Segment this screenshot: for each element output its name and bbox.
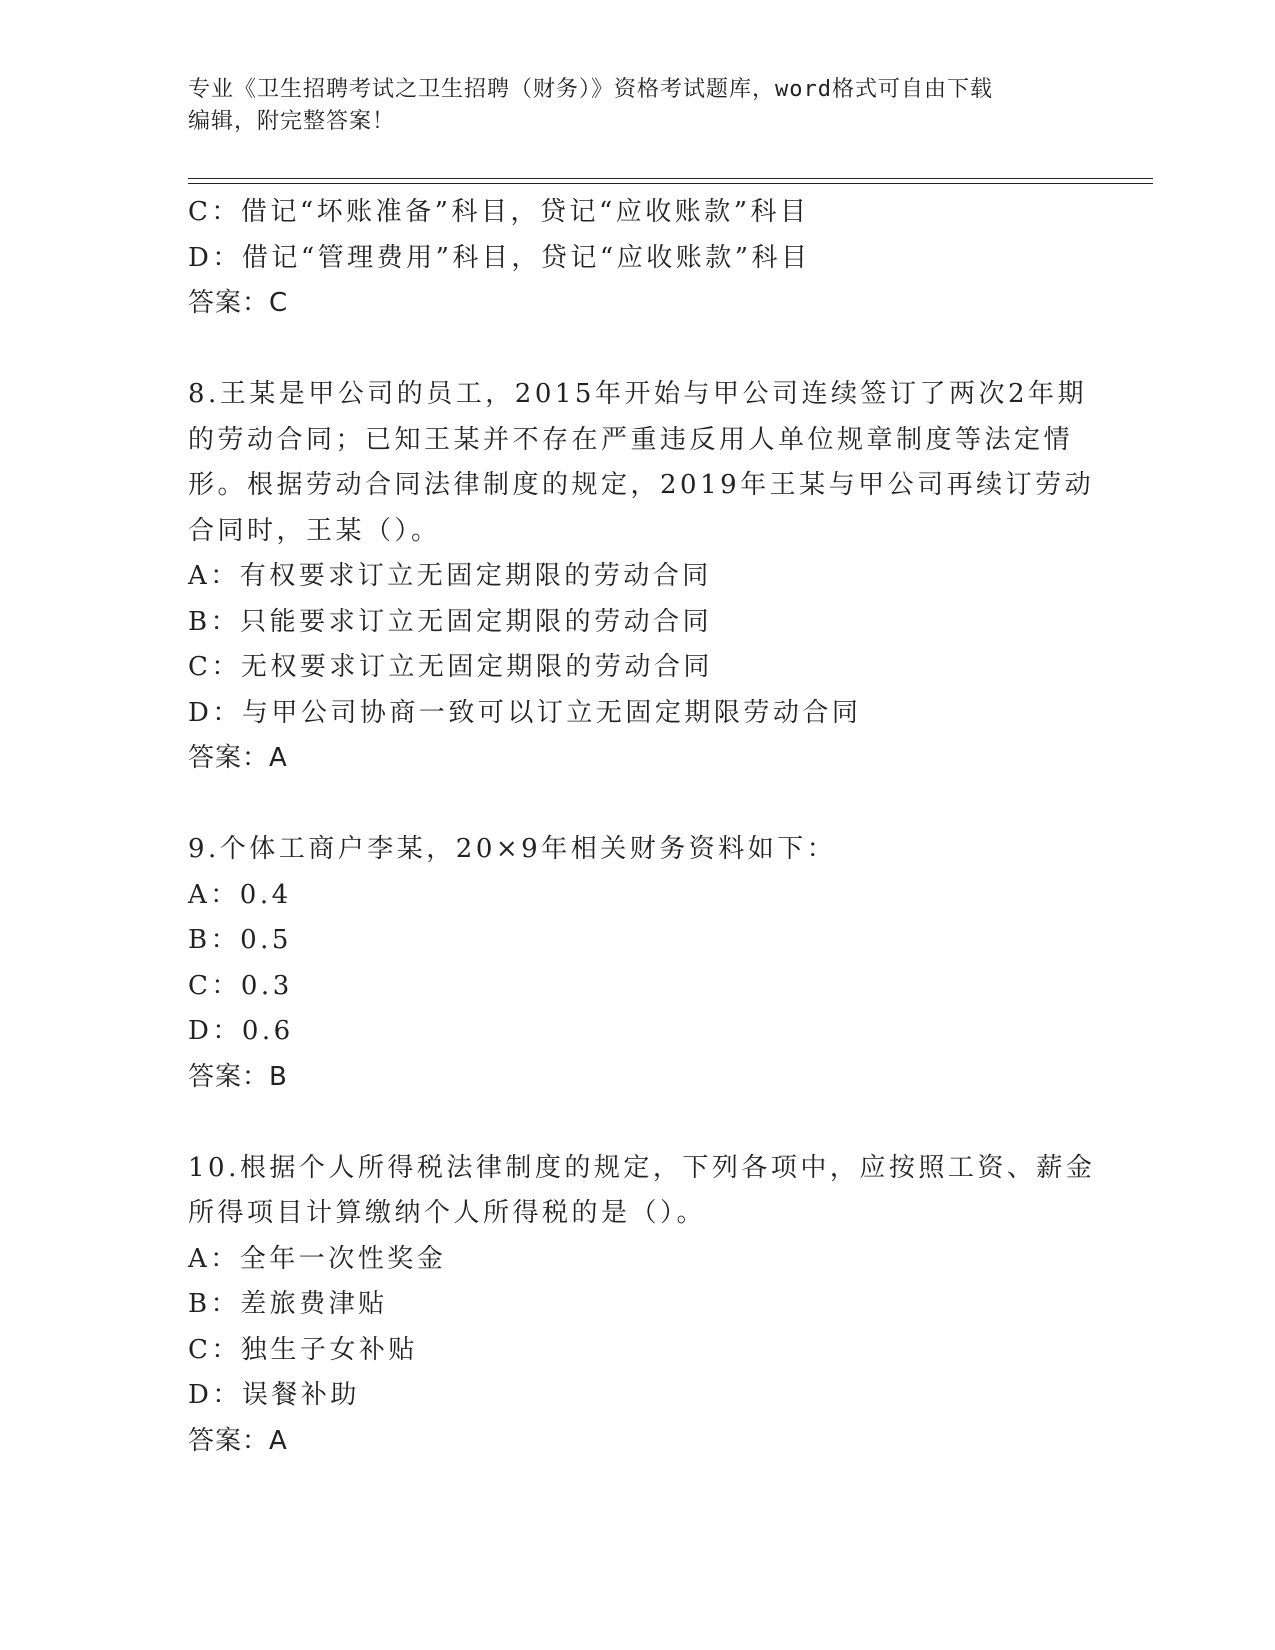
- header-divider-bottom: [188, 183, 1153, 184]
- spacer: [188, 782, 1108, 828]
- option-d: D：与甲公司协商一致可以订立无固定期限劳动合同: [188, 697, 862, 728]
- answer-label: 答案：C: [188, 288, 289, 318]
- answer-label: 答案：A: [188, 743, 288, 773]
- document-header: [188, 74, 1068, 138]
- header-divider-top: [188, 178, 1153, 179]
- option-b: B：差旅费津贴: [188, 1289, 388, 1319]
- question-10: [188, 1146, 1108, 1465]
- option-c: C：无权要求订立无固定期限的劳动合同: [188, 652, 713, 682]
- question-text-line: 合同时，王某（）。: [188, 515, 441, 546]
- question-9: [188, 827, 1108, 1100]
- option-d: D：0.6: [188, 1016, 294, 1046]
- option-b: B：0.5: [188, 925, 292, 955]
- option-c: C：0.3: [188, 970, 293, 1001]
- answer-label: 答案：A: [188, 1425, 288, 1456]
- option-a: A：全年一次性奖金: [188, 1243, 447, 1274]
- question-text-line: 10.根据个人所得税法律制度的规定，下列各项中，应按照工资、薪金: [188, 1152, 1096, 1183]
- spacer: [188, 1100, 1108, 1146]
- option-a: A：有权要求订立无固定期限的劳动合同: [188, 561, 712, 591]
- question-text-line: 所得项目计算缴纳个人所得税的是（）。: [188, 1198, 707, 1228]
- header-line-1: 专业《卫生招聘考试之卫生招聘（财务）》资格考试题库，word格式可自由下载: [188, 77, 993, 102]
- question-text-line: 形。根据劳动合同法律制度的规定，2019年王某与甲公司再续订劳动: [188, 470, 1095, 500]
- question-text-line: 9.个体工商户李某，20×9年相关财务资料如下：: [188, 834, 837, 864]
- option-a: A：0.4: [188, 879, 292, 910]
- answer-label: 答案：B: [188, 1061, 288, 1092]
- question-list: [188, 190, 1108, 1464]
- spacer: [188, 327, 1108, 373]
- option-c: C：独生子女补贴: [188, 1334, 418, 1365]
- question-text-line: 8.王某是甲公司的员工，2015年开始与甲公司连续签订了两次2年期: [188, 379, 1088, 409]
- option-d: D：误餐补助: [188, 1380, 360, 1410]
- header-line-2: 编辑，附完整答案！: [188, 109, 396, 134]
- option-b: B：只能要求订立无固定期限的劳动合同: [188, 606, 713, 637]
- option-c: C：借记“坏账准备”科目，贷记“应收账款”科目: [188, 197, 810, 227]
- option-d: D：借记“管理费用”科目，贷记“应收账款”科目: [188, 242, 811, 273]
- question-8: [188, 372, 1108, 782]
- question-text-line: 的劳动合同；已知王某并不存在严重违反用人单位规章制度等法定情: [188, 424, 1074, 455]
- question-7-tail: [188, 190, 1108, 327]
